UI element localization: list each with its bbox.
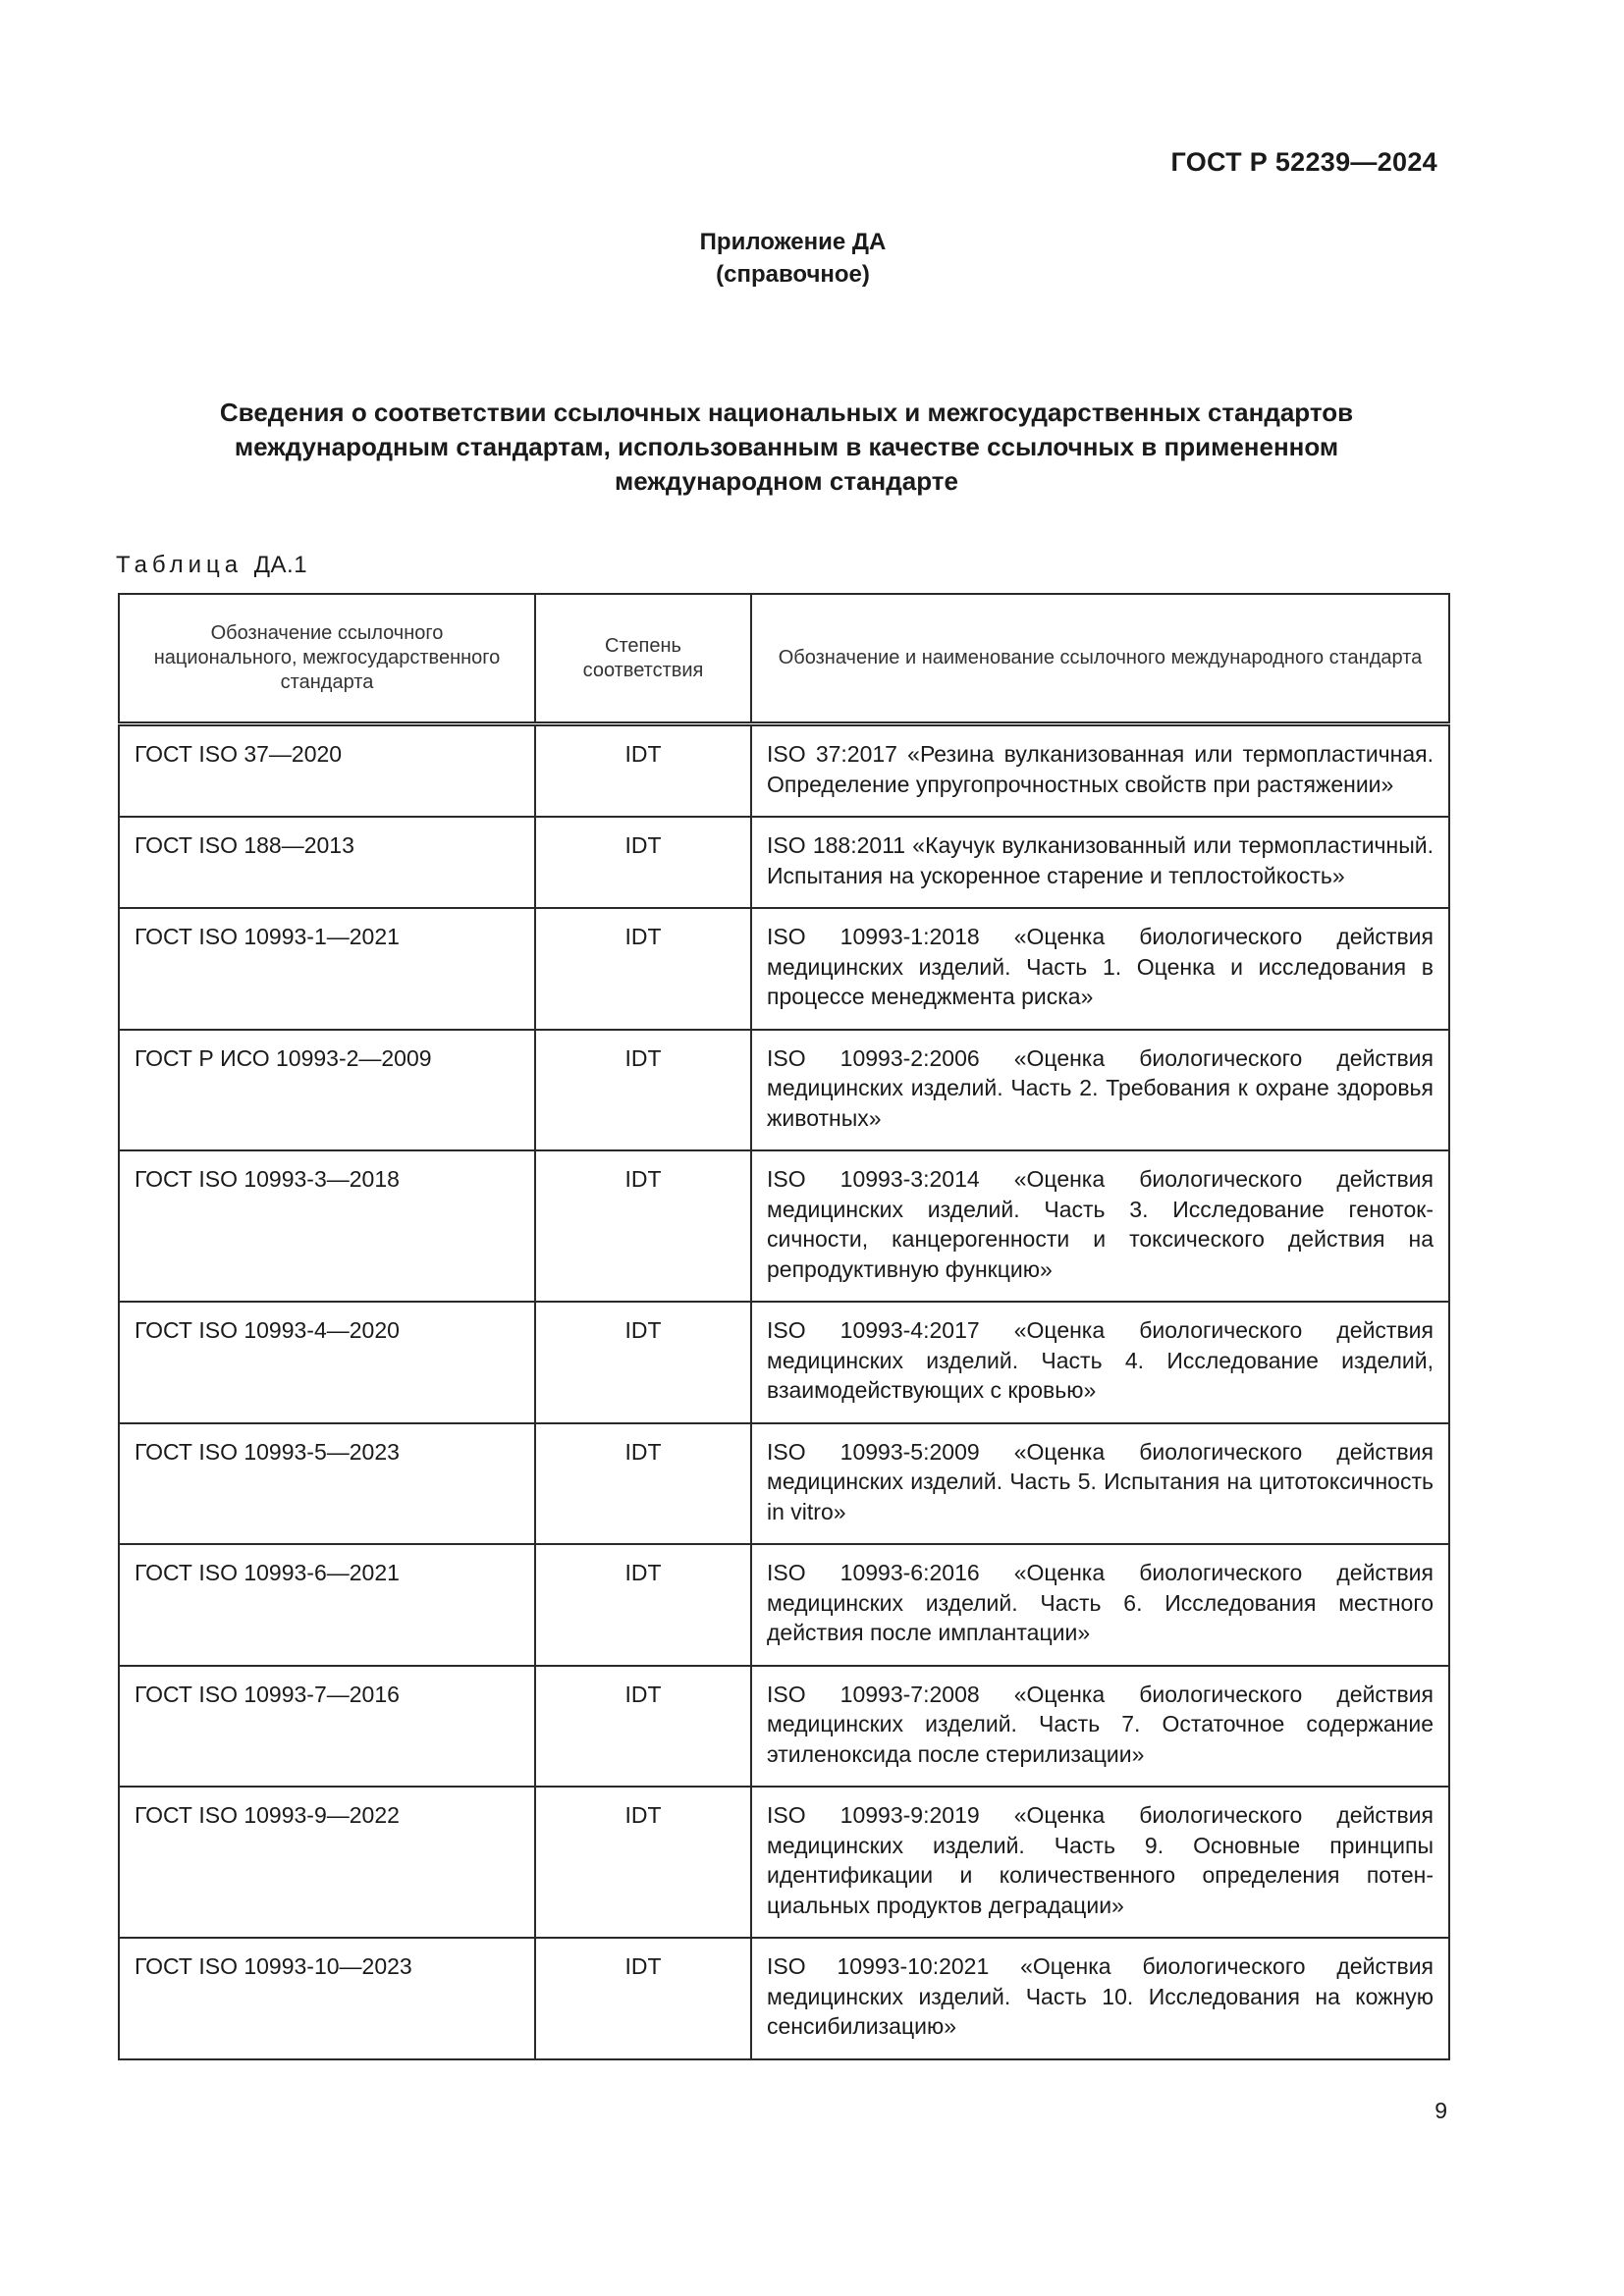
table-row <box>119 1302 1449 1423</box>
cell-international-standard: ISO 10993-6:2016 «Оценка биологического действия медицинских изделий. Часть 6. Исследования местного действия после имплантации» <box>751 1544 1449 1666</box>
cell-degree: IDT <box>535 1302 751 1423</box>
cell-national-standard: ГОСТ ISO 10993-1—2021 <box>119 908 535 1030</box>
header-degree: Степень соответствия <box>535 594 751 724</box>
cell-international-standard: ISO 10993-4:2017 «Оценка биологического действия медицинских изделий. Часть 4. Исследование изделий, взаимодействующих с кровью» <box>751 1302 1449 1423</box>
standard-code: ГОСТ Р 52239—2024 <box>1170 147 1437 177</box>
cell-degree: IDT <box>535 1030 751 1151</box>
cell-degree: IDT <box>535 908 751 1030</box>
cell-degree: IDT <box>535 817 751 908</box>
cell-national-standard: ГОСТ ISO 10993-7—2016 <box>119 1666 535 1788</box>
table-row <box>119 1423 1449 1545</box>
cell-degree: IDT <box>535 724 751 818</box>
cell-international-standard: ISO 10993-10:2021 «Оценка биологического действия медицинских изделий. Часть 10. Исследования на кожную сенсибилизацию» <box>751 1938 1449 2059</box>
cell-national-standard: ГОСТ ISO 10993-10—2023 <box>119 1938 535 2059</box>
table-row <box>119 1544 1449 1666</box>
cell-national-standard: ГОСТ Р ИСО 10993-2—2009 <box>119 1030 535 1151</box>
table-row <box>119 1666 1449 1788</box>
table-body <box>119 724 1449 2059</box>
appendix-title: Приложение ДА <box>699 229 887 255</box>
appendix-heading <box>0 226 1586 291</box>
cell-national-standard: ГОСТ ISO 10993-9—2022 <box>119 1787 535 1938</box>
cell-degree: IDT <box>535 1150 751 1302</box>
appendix-subtitle: (справочное) <box>716 261 870 288</box>
table-row <box>119 1938 1449 2059</box>
cell-degree: IDT <box>535 1938 751 2059</box>
header-international-standard: Обозначение и наименование ссылочного международного стандарта <box>751 594 1449 724</box>
cell-international-standard: ISO 10993-2:2006 «Оценка биологического действия медицинских изделий. Часть 2. Требования к охране здоровья животных» <box>751 1030 1449 1151</box>
table-row <box>119 724 1449 818</box>
cell-international-standard: ISO 10993-7:2008 «Оценка биологического действия медицинских изделий. Часть 7. Остаточное содержание этиленоксида после стерилизации» <box>751 1666 1449 1788</box>
cell-degree: IDT <box>535 1544 751 1666</box>
reference-standards-table <box>118 593 1450 2060</box>
table-caption-number: ДА.1 <box>253 552 308 578</box>
table-row <box>119 1787 1449 1938</box>
cell-degree: IDT <box>535 1787 751 1938</box>
cell-international-standard: ISO 10993-9:2019 «Оценка биологического действия медицинских изделий. Часть 9. Основные принципы идентификации и количественного определения потенциальных продуктов деградации» <box>751 1787 1449 1938</box>
table-caption <box>116 552 307 579</box>
cell-degree: IDT <box>535 1666 751 1788</box>
cell-international-standard: ISO 37:2017 «Резина вулканизованная или термопластичная. Определение упругопрочностных свойств при растяжении» <box>751 724 1449 818</box>
table-row <box>119 1150 1449 1302</box>
cell-international-standard: ISO 10993-5:2009 «Оценка биологического действия медицинских изделий. Часть 5. Испытания на цитотоксичность in vitro» <box>751 1423 1449 1545</box>
table-caption-word: Таблица <box>116 552 244 578</box>
page-number: 9 <box>1435 2098 1447 2123</box>
cell-national-standard: ГОСТ ISO 10993-5—2023 <box>119 1423 535 1545</box>
cell-national-standard: ГОСТ ISO 10993-4—2020 <box>119 1302 535 1423</box>
section-title-line: Сведения о соответствии ссылочных национальных и межгосударственных стандартов <box>219 398 1354 427</box>
section-title <box>118 396 1455 499</box>
table-row <box>119 1030 1449 1151</box>
cell-national-standard: ГОСТ ISO 188—2013 <box>119 817 535 908</box>
table-header-row <box>119 594 1449 724</box>
cell-national-standard: ГОСТ ISO 37—2020 <box>119 724 535 818</box>
cell-international-standard: ISO 10993-3:2014 «Оценка биологического действия медицинских изделий. Часть 3. Исследование генотоксичности, канцерогенности и токсического действия на репродуктивную функцию» <box>751 1150 1449 1302</box>
section-title-line: международном стандарте <box>615 466 958 496</box>
cell-national-standard: ГОСТ ISO 10993-6—2021 <box>119 1544 535 1666</box>
cell-national-standard: ГОСТ ISO 10993-3—2018 <box>119 1150 535 1302</box>
table-row <box>119 908 1449 1030</box>
section-title-line: международным стандартам, использованным в качестве ссылочных в примененном <box>234 432 1339 461</box>
header-national-standard: Обозначение ссылочного национального, межгосударственного стандарта <box>119 594 535 724</box>
cell-international-standard: ISO 10993-1:2018 «Оценка биологического действия медицинских изделий. Часть 1. Оценка и исследования в процессе менеджмента риска» <box>751 908 1449 1030</box>
cell-international-standard: ISO 188:2011 «Каучук вулканизованный или термопластичный. Испытания на ускоренное старение и теплостойкость» <box>751 817 1449 908</box>
table-row <box>119 817 1449 908</box>
cell-degree: IDT <box>535 1423 751 1545</box>
